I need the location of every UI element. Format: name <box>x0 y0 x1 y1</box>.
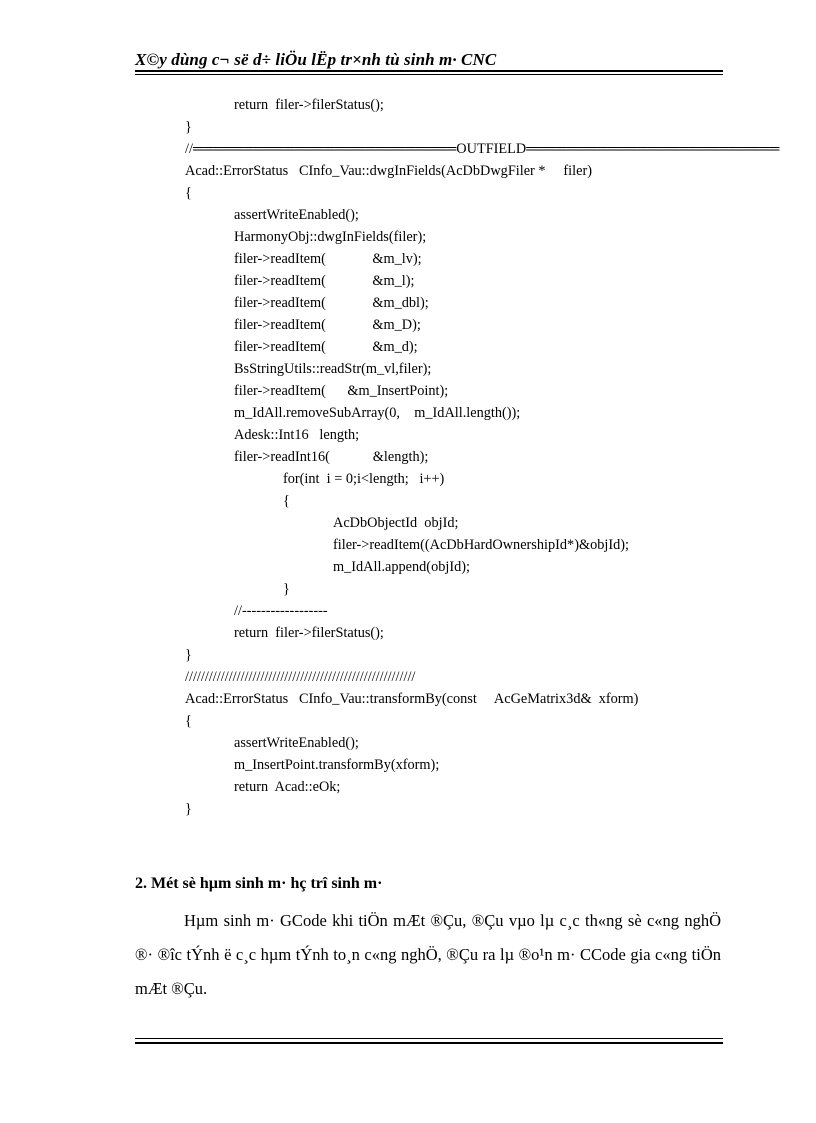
code-line: } <box>283 581 290 597</box>
code-line: m_IdAll.removeSubArray(0, m_IdAll.length()); <box>234 405 521 421</box>
code-line: AcDbObjectId objId; <box>333 515 459 531</box>
footer-rule <box>135 1042 723 1044</box>
code-line: { <box>185 713 192 729</box>
code-line: Adesk::Int16 length; <box>234 427 360 443</box>
code-line: filer->readItem( &m_d); <box>234 339 418 355</box>
page-header-title: X©y dùng c¬ së d÷ liÖu lËp tr×nh tù sinh m· CNC <box>135 50 497 69</box>
code-line: } <box>185 119 192 135</box>
code-line: Acad::ErrorStatus CInfo_Vau::transformBy(const AcGeMatrix3d& xform) <box>185 691 639 707</box>
code-line: filer->readItem( &m_D); <box>234 317 421 333</box>
code-line: Acad::ErrorStatus CInfo_Vau::dwgInFields(AcDbDwgFiler * filer) <box>185 163 592 179</box>
code-line: filer->readItem((AcDbHardOwnershipId*)&objId); <box>333 537 629 553</box>
header-rule <box>135 70 723 72</box>
code-line: filer->readItem( &m_l); <box>234 273 415 289</box>
code-line: assertWriteEnabled(); <box>234 735 359 751</box>
code-line: return filer->filerStatus(); <box>234 625 384 641</box>
code-line: m_InsertPoint.transformBy(xform); <box>234 757 440 773</box>
header-rule-thin <box>135 74 723 75</box>
code-line: return Acad::eOk; <box>234 779 341 795</box>
code-line: return filer->filerStatus(); <box>234 97 384 113</box>
code-line: { <box>185 185 192 201</box>
code-line: for(int i = 0;i<length; i++) <box>283 471 445 487</box>
code-line: //------------------ <box>234 603 328 619</box>
code-line: //══════════════════════════OUTFIELD═════════════════════════ <box>185 141 780 157</box>
code-line: { <box>283 493 290 509</box>
code-line: filer->readItem( &m_dbl); <box>234 295 429 311</box>
footer-rule-thin <box>135 1038 723 1039</box>
code-line: } <box>185 647 192 663</box>
section-heading: 2. Mét sè hµm sinh m· hç trî sinh m· <box>135 875 383 892</box>
code-line: filer->readItem( &m_InsertPoint); <box>234 383 449 399</box>
code-line: filer->readItem( &m_lv); <box>234 251 422 267</box>
code-line: HarmonyObj::dwgInFields(filer); <box>234 229 427 245</box>
code-line: BsStringUtils::readStr(m_vl,filer); <box>234 361 432 377</box>
section-paragraph: Hµm sinh m· GCode khi tiÖn mÆt ®Çu, ®Çu vµo lµ c¸c th«ng sè c«ng nghÖ ®· ®îc tÝnh ë c¸c hµm tÝnh to¸n c«ng nghÖ, ®Çu ra lµ ®o¹n m· CCode gia c«ng tiÖn mÆt ®Çu. <box>135 911 721 998</box>
code-line: filer->readInt16( &length); <box>234 449 429 465</box>
code-line: m_IdAll.append(objId); <box>333 559 470 575</box>
code-line: assertWriteEnabled(); <box>234 207 359 223</box>
code-line: } <box>185 801 192 817</box>
code-line: ////////////////////////////////////////////////////////// <box>185 669 416 685</box>
